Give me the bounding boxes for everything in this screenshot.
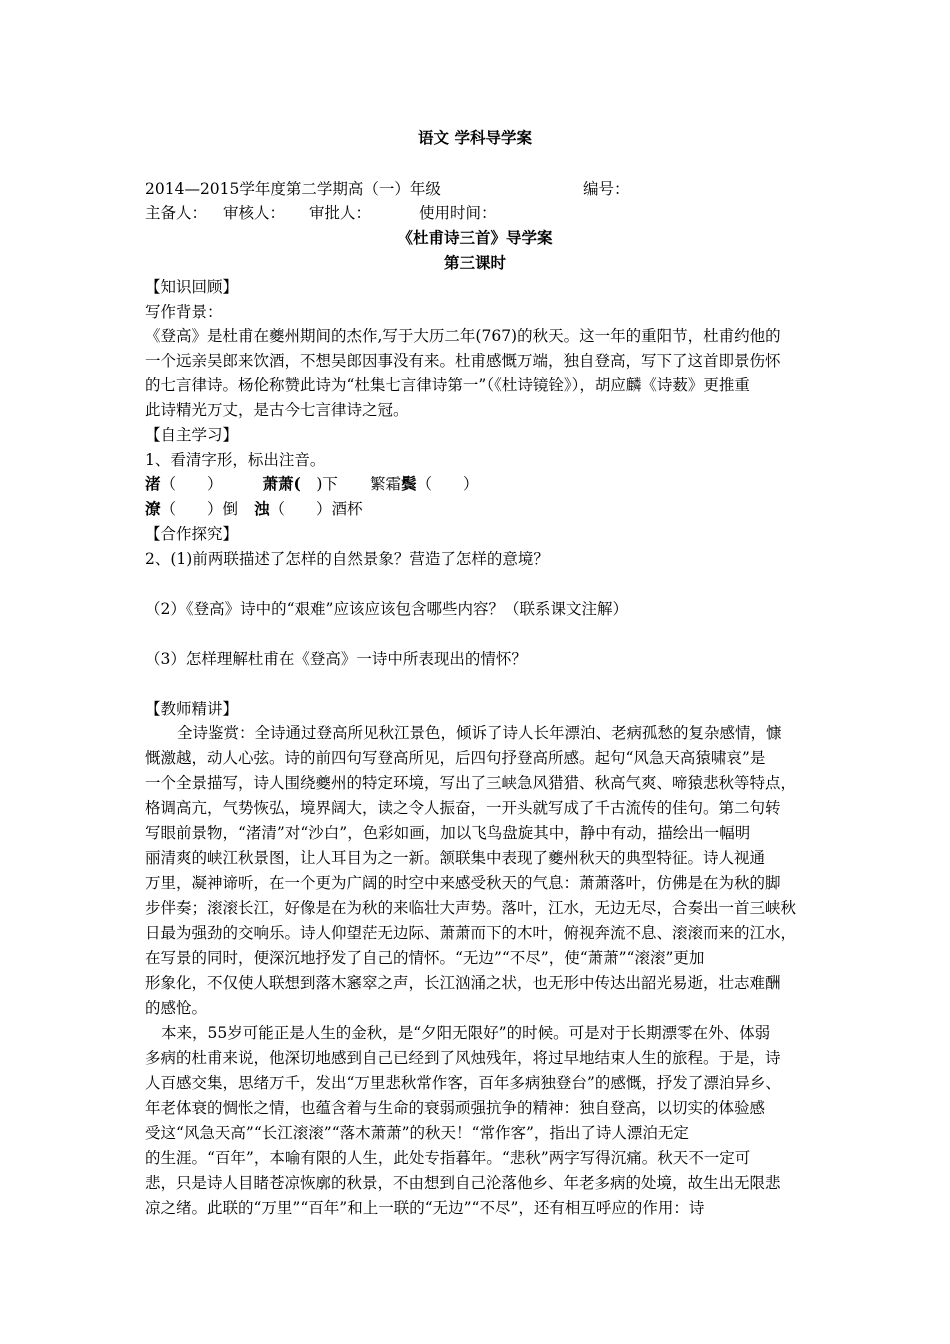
word-fanshuang: 繁霜 [369, 475, 401, 493]
commentary-line: 在写景的同时，便深沉地抒发了自己的情怀。“无边”“不尽”，使“萧萧”“滚滚”更加 [145, 949, 705, 967]
teacher-heading: 【教师精讲】 [145, 700, 239, 718]
serial-label: 编号： [583, 180, 630, 198]
blank: （ ） [416, 475, 479, 493]
commentary-line: 丽清爽的峡江秋景图，让人耳目为之一新。颔联集中表现了夔州秋天的典型特征。诗人视通 [145, 849, 766, 867]
char-xiaoxiao: 萧萧( [262, 474, 301, 493]
commentary-line: 悲，只是诗人目睹苍凉恢廓的秋景，不由想到自己沦落他乡、年老多病的处境，故生出无限悲 [145, 1174, 781, 1192]
background-line: 一个远亲吴郎来饮酒，不想吴郎因事没有来。杜甫感慨万端，独自登高，写下了这首即景伤怀 [145, 352, 781, 370]
commentary-line: 的生涯。“百年”，本喻有限的人生，此处专指暮年。“悲秋”两字写得沉痛。秋天不一定可 [145, 1149, 751, 1167]
commentary-line: 本来，55岁可能正是人生的金秋，是“夕阳无限好”的时候。可是对于长期漂零在外、体弱 [161, 1024, 771, 1042]
lesson-period: 第三课时 [443, 253, 506, 272]
question-1: 2、(1)前两联描述了怎样的自然景象？营造了怎样的意境？ [145, 550, 549, 568]
pinyin-row-1 [145, 472, 478, 496]
commentary-line: 全诗鉴赏：全诗通过登高所见秋江景色，倾诉了诗人长年漂泊、老病孤愁的复杂感情，慷 [177, 724, 782, 742]
commentary-line: 人百感交集，思绪万千，发出“万里悲秋常作客，百年多病独登台”的感慨，抒发了漂泊异乡、 [145, 1074, 781, 1092]
commentary-line: 慨激越，动人心弦。诗的前四句写登高所见，后四句抒登高所感。起句“风急天高猿啸哀”是 [145, 749, 766, 767]
blank: （ ）倒 [160, 500, 239, 518]
doc-title: 语文 学科导学案 [418, 128, 532, 147]
preparer-label: 主备人： [145, 204, 208, 222]
term-line: 2014—2015学年度第二学期高（一）年级 [145, 180, 441, 198]
commentary-line: 万里，凝神谛听，在一个更为广阔的时空中来感受秋天的气息：萧萧落叶，仿佛是在为秋的脚 [145, 874, 781, 892]
pinyin-row-2 [145, 497, 363, 521]
knowledge-review-heading: 【知识回顾】 [145, 278, 239, 296]
question-3: （3）怎样理解杜甫在《登高》一诗中所表现出的情怀？ [145, 650, 527, 668]
commentary-line: 的感怆。 [145, 999, 208, 1017]
blank: （ ） [160, 475, 223, 493]
commentary-line: 凉之绪。此联的“万里”“百年”和上一联的“无边”“不尽”，还有相互呼应的作用：诗 [145, 1199, 705, 1217]
self-study-task: 1、看清字形，标出注音。 [145, 451, 326, 469]
blank: )下 [300, 475, 338, 493]
commentary-line: 写眼前景物，“渚清”对“沙白”，色彩如画，加以飞鸟盘旋其中，静中有动，描绘出一幅明 [145, 824, 751, 842]
background-line: 此诗精光万丈，是古今七言律诗之冠。 [145, 401, 409, 419]
commentary-line: 形象化，不仅使人联想到落木窸窣之声，长江汹涌之状，也无形中传达出韶光易逝，壮志难酬 [145, 974, 781, 992]
question-2: （2）《登高》诗中的“艰难”应该应该包含哪些内容？（联系课文注解） [145, 600, 628, 618]
commentary-line: 日最为强劲的交响乐。诗人仰望茫无边际、萧萧而下的木叶，俯视奔流不息、滚滚而来的江水， [145, 924, 797, 942]
self-study-heading: 【自主学习】 [145, 426, 239, 444]
commentary-line: 年老体衰的惆怅之情，也蕴含着与生命的衰弱顽强抗争的精神：独自登高，以切实的体验感 [145, 1099, 766, 1117]
char-bin: 鬓 [400, 474, 417, 493]
commentary-line: 受这“风急天高”“长江滚滚”“落木萧萧”的秋天！“常作客”，指出了诗人漂泊无定 [145, 1124, 689, 1142]
char-zhuo: 浊 [254, 499, 270, 518]
cooperation-heading: 【合作探究】 [145, 525, 239, 543]
commentary-line: 多病的杜甫来说，他深切地感到自己已经到了风烛残年，将过早地结束人生的旅程。于是，诗 [145, 1049, 781, 1067]
background-label: 写作背景： [145, 303, 223, 321]
approver-label: 审批人： [309, 204, 372, 222]
commentary-line: 一个全景描写，诗人围绕夔州的特定环境，写出了三峡急风猎猎、秋高气爽、啼猿悲秋等特点， [145, 774, 797, 792]
commentary-line: 步伴奏；滚滚长江，好像是在为秋的来临壮大声势。落叶，江水，无边无尽，合奏出一首三峡秋 [145, 899, 797, 917]
commentary-line: 格调高亢，气势恢弘，境界阔大，读之令人振奋，一开头就写成了千古流传的佳句。第二句转 [145, 799, 781, 817]
blank: （ ）酒杯 [269, 500, 363, 518]
char-liao: 潦 [145, 499, 161, 518]
background-line: 《登高》是杜甫在夔州期间的杰作,写于大历二年(767)的秋天。这一年的重阳节，杜甫约他的 [145, 327, 781, 345]
roles-line [145, 201, 497, 225]
use-time-label: 使用时间： [419, 204, 497, 222]
char-zhu: 渚 [145, 474, 161, 493]
lesson-title: 《杜甫诗三首》导学案 [397, 228, 553, 247]
background-line: 的七言律诗。杨伦称赞此诗为“杜集七言律诗第一”（《杜诗镜铨》），胡应麟《诗薮》更推重 [145, 376, 750, 394]
reviewer-label: 审核人： [223, 204, 286, 222]
